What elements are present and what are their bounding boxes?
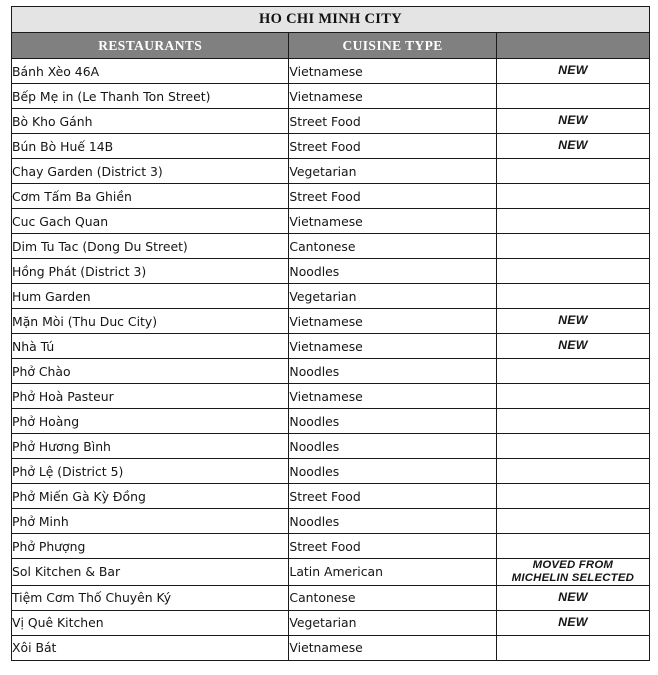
- cuisine-type-cell: Noodles: [289, 509, 496, 534]
- cuisine-type-cell: Latin American: [289, 559, 496, 586]
- cuisine-type-cell: Street Food: [289, 484, 496, 509]
- status-badge: NEW: [496, 59, 649, 84]
- status-badge: NEW: [496, 334, 649, 359]
- table-title-row: [12, 7, 650, 33]
- status-badge: [496, 159, 649, 184]
- status-badge: [496, 359, 649, 384]
- table-row: [12, 59, 650, 84]
- restaurant-name-cell: Bánh Xèo 46A: [12, 59, 289, 84]
- cuisine-type-cell: Vietnamese: [289, 309, 496, 334]
- cuisine-type-cell: Vegetarian: [289, 284, 496, 309]
- table-row: [12, 184, 650, 209]
- cuisine-type-cell: Noodles: [289, 409, 496, 434]
- table-row: [12, 459, 650, 484]
- status-badge: [496, 635, 649, 660]
- table-row: [12, 434, 650, 459]
- cuisine-type-cell: Noodles: [289, 359, 496, 384]
- restaurant-table-container: [11, 6, 650, 661]
- cuisine-type-cell: Street Food: [289, 109, 496, 134]
- table-row: [12, 334, 650, 359]
- status-badge: [496, 409, 649, 434]
- restaurant-name-cell: Hum Garden: [12, 284, 289, 309]
- status-badge: [496, 459, 649, 484]
- cuisine-type-cell: Cantonese: [289, 585, 496, 610]
- restaurant-name-cell: Cơm Tấm Ba Ghiền: [12, 184, 289, 209]
- cuisine-type-cell: Vietnamese: [289, 209, 496, 234]
- restaurant-name-cell: Sol Kitchen & Bar: [12, 559, 289, 586]
- table-row: [12, 109, 650, 134]
- cuisine-type-cell: Street Food: [289, 534, 496, 559]
- restaurant-name-cell: Tiệm Cơm Thố Chuyên Ký: [12, 585, 289, 610]
- cuisine-type-cell: Vietnamese: [289, 84, 496, 109]
- status-badge: [496, 84, 649, 109]
- status-badge: [496, 259, 649, 284]
- table-row: [12, 484, 650, 509]
- status-badge: NEW: [496, 610, 649, 635]
- column-header-cuisine-type: CUISINE TYPE: [289, 33, 496, 59]
- status-badge: [496, 534, 649, 559]
- cuisine-type-cell: Noodles: [289, 459, 496, 484]
- cuisine-type-cell: Noodles: [289, 259, 496, 284]
- table-header-row: [12, 33, 650, 59]
- table-row: [12, 209, 650, 234]
- restaurant-name-cell: Dim Tu Tac (Dong Du Street): [12, 234, 289, 259]
- cuisine-type-cell: Noodles: [289, 434, 496, 459]
- table-row: [12, 585, 650, 610]
- page-title: HO CHI MINH CITY: [12, 7, 650, 33]
- table-row: [12, 610, 650, 635]
- restaurant-name-cell: Bò Kho Gánh: [12, 109, 289, 134]
- status-badge: [496, 484, 649, 509]
- cuisine-type-cell: Street Food: [289, 184, 496, 209]
- column-header-restaurants: RESTAURANTS: [12, 33, 289, 59]
- restaurant-name-cell: Chay Garden (District 3): [12, 159, 289, 184]
- status-badge: [496, 559, 649, 586]
- table-row: [12, 409, 650, 434]
- table-row: [12, 309, 650, 334]
- status-badge-line: MOVED FROM: [532, 559, 614, 571]
- cuisine-type-cell: Vietnamese: [289, 384, 496, 409]
- cuisine-type-cell: Vietnamese: [289, 59, 496, 84]
- cuisine-type-cell: Cantonese: [289, 234, 496, 259]
- status-badge: [496, 434, 649, 459]
- restaurant-name-cell: Phở Minh: [12, 509, 289, 534]
- restaurant-name-cell: Phở Hoàng: [12, 409, 289, 434]
- restaurant-name-cell: Phở Miến Gà Kỳ Đồng: [12, 484, 289, 509]
- table-row: [12, 559, 650, 586]
- status-badge: NEW: [496, 585, 649, 610]
- status-badge: NEW: [496, 109, 649, 134]
- status-badge: [496, 184, 649, 209]
- restaurant-name-cell: Phở Hương Bình: [12, 434, 289, 459]
- restaurant-name-cell: Hồng Phát (District 3): [12, 259, 289, 284]
- restaurant-name-cell: Phở Phượng: [12, 534, 289, 559]
- table-row: [12, 234, 650, 259]
- table-row: [12, 259, 650, 284]
- status-badge: NEW: [496, 134, 649, 159]
- cuisine-type-cell: Vietnamese: [289, 635, 496, 660]
- status-badge: [496, 284, 649, 309]
- status-badge: [496, 209, 649, 234]
- table-row: [12, 359, 650, 384]
- status-badge: NEW: [496, 309, 649, 334]
- restaurant-name-cell: Mặn Mòi (Thu Duc City): [12, 309, 289, 334]
- table-row: [12, 534, 650, 559]
- table-row: [12, 635, 650, 660]
- cuisine-type-cell: Street Food: [289, 134, 496, 159]
- column-header-status: [496, 33, 649, 59]
- restaurant-name-cell: Xôi Bát: [12, 635, 289, 660]
- restaurant-name-cell: Bún Bò Huế 14B: [12, 134, 289, 159]
- restaurant-name-cell: Phở Lệ (District 5): [12, 459, 289, 484]
- restaurant-name-cell: Cuc Gach Quan: [12, 209, 289, 234]
- table-row: [12, 134, 650, 159]
- table-row: [12, 509, 650, 534]
- table-row: [12, 84, 650, 109]
- restaurant-name-cell: Phở Hoà Pasteur: [12, 384, 289, 409]
- restaurant-table: [11, 6, 650, 661]
- cuisine-type-cell: Vegetarian: [289, 610, 496, 635]
- status-badge: [496, 509, 649, 534]
- table-row: [12, 284, 650, 309]
- cuisine-type-cell: Vietnamese: [289, 334, 496, 359]
- restaurant-name-cell: Vị Quê Kitchen: [12, 610, 289, 635]
- status-badge: [496, 234, 649, 259]
- cuisine-type-cell: Vegetarian: [289, 159, 496, 184]
- status-badge: [496, 384, 649, 409]
- restaurant-name-cell: Bếp Mẹ in (Le Thanh Ton Street): [12, 84, 289, 109]
- restaurant-name-cell: Phở Chào: [12, 359, 289, 384]
- table-row: [12, 384, 650, 409]
- table-row: [12, 159, 650, 184]
- status-badge-line: MICHELIN SELECTED: [511, 571, 635, 584]
- restaurant-name-cell: Nhà Tú: [12, 334, 289, 359]
